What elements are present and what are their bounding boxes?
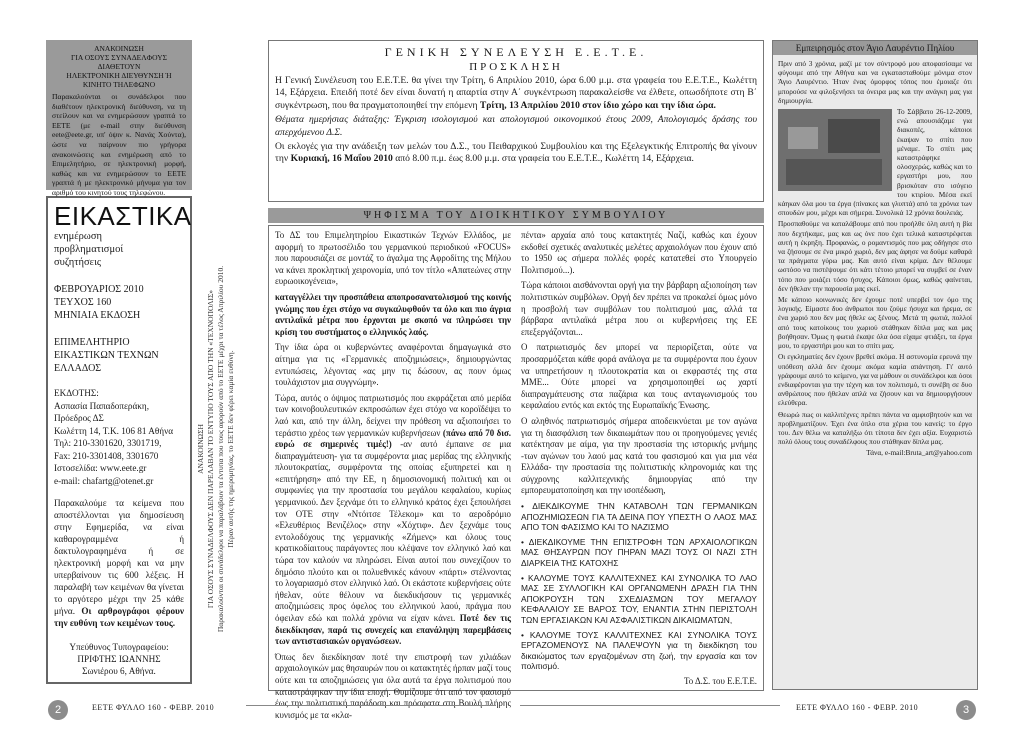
printer-info [54,641,184,677]
right-column [772,40,978,690]
resolution-debt-bold: (πάνω από 70 δισ. ευρώ σε σημερινές τιμές!) [275,427,512,450]
vertical-line: Παρακαλούνται οι συνάδελφοι να παραλάβουν τα έντυπα που τους αφορούν από το ΕΕΤΕ μέχρι τα τέλος Απριλίου 2010. [216,265,225,633]
notice-title-line: ΑΝΑΚΟΙΝΩΣΗ [94,44,144,53]
resolution-paragraph: Ο αληθινός πατριωτισμός σήμερα αποδεικνύεται με τον αγώνα για τη διασφάλιση των δικαιωμάτων που οι προηγούμενες γενιές κατέκτησαν με αίμα, για την προστασία της ιστορικής μνήμης -των αγώνων του λαού μας κατά του φασισμού και για μια νέα Ελλάδα- την προστασία της πολιτιστικής κληρονομιάς και της σύγχρονης καλλιτεχνικής δημιουργίας από την εμπορευματοποίηση και την ισοπέδωση, [521,415,757,496]
testimony-paragraph: Το Σάββατο 26-12-2009, ενώ απουσιάζαμε για διακοπές, κάποιοι έκαψαν το σπίτι που μέναμε. Το σπίτι μας καταστράφηκε ολοσχερώς, καθώς και το εργαστήρι μου, που βρισκόταν στο ισόγειο του κτιρίου. Μέσα εκεί κάηκαν όλα μου τα έργα (πίνακες και γλυπτά) από τα χρόνια των σπουδών μου, μέχρι και σήμερα. Συνολικά 12 χρόνια δουλειάς. [778,107,972,218]
testimony-paragraph: Οι εγκληματίες δεν έχουν βρεθεί ακόμα. Η αστυνομία ερευνά την υπόθεση αλλά δεν έχουμε ακόμα καμία απάντηση. Γι' αυτό γράφουμε αυτό το κείμενο, για να μάθουν οι συνάδελφοι και όσοι ενδιαφέρονται για την τέχνη και τον πολιτισμό, τι συνέβη σε δυο ανθρώπους που ήθελαν απλά να ζήσουν και να δημιουργήσουν ελεύθερα. [778,352,972,408]
resolution-text: -αν αυτό έμπαινε σε μια διαπραγμάτευση- για τα συμφέροντα μιας μερίδας της ελληνικής πλουτοκρατίας, συμφέροντα της οποίας εξυπηρετεί και η «επιτήρηση» από την ΕΕ, η δημοσιονομική πολιτική και οι συμφωνίες για την προστασία του μεγάλου κεφαλαίου, κυρίως γερμανικού. Δεν ξεχνάμε ότι το ελληνικό κράτος έχει ξεπουλήσει τον ΟΤΕ στην «Ντόιτσε Τέλεκομ» και το αεροδρόμιο «Ελευθέριος Βενιζέλος» στην «Χόχτιφ». Δεν ξεχνάμε τους εντολοδόχους της γερμανικής «Ζήμενς» και όλους τους κρατικοδίαιτους παράγοντες που κλέψανε τον ελληνικό λαό και τώρα τον καλούν να πληρώσει. Είναι αυτοί που συνεχίζουν το δημόσιο πλούτο και οι πολυεθνικές κάνουν «πάρτι» στέλνοντας το λογαριασμό στον ελληνικό λαό. Οι εκάστοτε κυβερνήσεις ούτε ήθελαν, ούτε θέλουν να διεκδικήσουν τις γερμανικές αποζημιώσεις προς όφελος του ελληνικού λαού, πράγμα που όφειλαν εδώ και πολλά χρόνια να είχαν κάνει. [275,439,511,623]
resolution-demand: • ΔΙΕΚΔΙΚΟΥΜΕ ΤΗΝ ΚΑΤΑΒΟΛΗ ΤΩΝ ΓΕΡΜΑΝΙΚΩΝ ΑΠΟΖΗΜΙΩΣΕΩΝ ΓΙΑ ΤΑ ΔΕΙΝΑ ΠΟΥ ΥΠΕΣΤΗ Ο ΛΑΟΣ ΜΑΣ ΑΠΟ ΤΟΝ ΦΑΣΙΣΜΟ ΚΑΙ ΤΟ ΝΑΖΙΣΜΟ [521,501,757,533]
resolution-paragraph: Την ίδια ώρα οι κυβερνώντες αναφέρονται δημαγωγικά στο αίτημα για τις «Γερμανικές αποζημιώσεις», δημιουργώντας εντυπώσεις, λέγοντας «ας μην τις δώσουν, ας πουν όμως τουλάχιστον μια συγγνώμη». [275,342,511,388]
email-notice-box [46,40,192,197]
issue-month: ΦΕΒΡΟΥΑΡΙΟΣ 2010 [54,284,144,295]
masthead-tagline [54,230,184,269]
issue-number: ΤΕΥΧΟΣ 160 [54,297,112,308]
assembly-elections [275,141,757,166]
footer-right-text: ΕΕΤΕ ΦΥΛΛΟ 160 - ΦΕΒΡ. 2010 [796,703,919,712]
resolution-title: ΨΗΦΙΣΜΑ ΤΟΥ ΔΙΟΙΚΗΤΙΚΟΥ ΣΥΜΒΟΥΛΙΟΥ [268,208,764,223]
masthead-box [46,196,192,684]
chamber-line: ΕΛΛΑΔΟΣ [54,363,102,374]
resolution-bold-sentence: Ποτέ δεν τις διεκδίκησαν, παρά τις συνεχείς και επανάληψη παρεμβάσεις των αντιστασιακών οργανώσεων. [275,613,511,647]
chamber-line: ΕΙΚΑΣΤΙΚΩΝ ΤΕΧΝΩΝ [54,350,159,361]
notice-body: Παρακαλούνται οι συνάδελφοι που διαθέτουν ηλεκτρονική διεύθυνση, να τη στείλουν και να ενημερώσουν γραπτά το ΕΕΤΕ (με e-mail στην διεύθυνση eete@eete.gr, υπ' όψιν κ. Νανάς Χούντα), ώστε να παίρνουν πιο γρήγορα ανακοινώσεις και ενημέρωση από το Επιμελητήριο, σε ηλεκτρονική μορφή, καθώς και να ενημερώσουν το ΕΕΤΕ γραπτά ή με ηλεκτρονικό μήνυμα για τον αριθμό του κινητού τους τηλεφώνου. [52,92,186,197]
submission-policy [54,497,184,629]
resolution-column-1 [275,230,512,720]
burned-house-photo [778,109,892,191]
publisher-role: Πρόεδρος ΔΣ [54,413,104,423]
resolution-paragraph: πέντα» αρχαία από τους κατακτητές Ναζί, καθώς και έχουν εκδοθεί σχετικές αναλυτικές μελέτες αρχαιολόγων που έχουν από το 1950 ως σήμερα πολλές φορές κατατεθεί στο Υπουργείο Πολιτισμού...). [521,230,757,275]
resolution-signature: Το Δ.Σ. του Ε.Ε.Τ.Ε. [683,675,757,686]
resolution-paragraph [275,393,511,648]
assembly-paragraph [275,75,757,112]
footer-left [46,700,506,718]
notice-title-line: ΓΙΑ ΟΣΟΥΣ ΣΥΝΑΔΕΛΦΟΥΣ ΔΙΑΘΕΤΟΥΝ [71,53,167,71]
assembly-agenda [275,114,757,139]
vertical-notice-text [196,208,258,690]
testimony-title: Εμπειρησμός στον Άγιο Λαυρέντιο Πηλίου [773,41,977,55]
policy-text: Παρακαλούμε τα κείμενα που αποστέλλονται για δημοσίευση στην Εφημερίδα, να είναι καθαρογραμμένα ή δακτυλογραφημένα ή σε ηλεκτρονική μορφή και να μην υπερβαίνουν τις 600 λέξεις. Η παραλαβή των κειμένων θα γίνεται το αργότερο μέχρι την 25 κάθε μήνα. [54,498,184,616]
publisher-fax: Fax: 210-3301408, 3301670 [54,450,159,461]
resolution-demand: • ΚΑΛΟΥΜΕ ΤΟΥΣ ΚΑΛΛΙΤΕΧΝΕΣ ΚΑΙ ΣΥΝΟΛΙΚΑ ΤΟΥΣ ΕΡΓΑΖΟΜΕΝΟΥΣ ΝΑ ΠΑΛΕΨΟΥΝ για τη διεκδίκηση του δικαιώματος των εργαζομένων στη ζωή, την εργασία και τον πολιτισμό. [521,629,757,672]
vertical-line: Πέραν αυτής της ημερομηνίας, το ΕΕΤΕ δεν φέρει καμία ευθύνη. [226,350,235,548]
general-assembly-box [268,40,764,202]
general-assembly-subtitle: ΠΡΟΣΚΛΗΣΗ [469,61,563,73]
testimony-paragraph: Θεωρώ πως οι καλλιτέχνες πρέπει πάντα να αμφισβητούν και να προβληματίζουν. Έχει ένα όπλο στα χέρια του κανείς: το έργο του. Δεν θέλω να καταλήξω ότι τίποτα δεν έχει αξία. Ευχαριστώ πολύ όλους τους συναδέλφους που στάθηκαν δίπλα μας. [778,409,972,447]
tagline-line: προβληματισμοί [54,244,124,255]
masthead-brand: ΕΙΚΑΣΤΙΚΑ [54,201,192,231]
policy-responsibility: Οι αρθρογράφοι φέρουν την ευθύνη των κειμένων τους. [54,606,185,628]
resolution-body [268,225,764,720]
printer-address: Σωνιέρου 6, Αθήνα. [82,666,156,676]
vertical-line: ΑΝΑΚΟΙΝΩΣΗ [196,424,205,474]
footer-left-text: ΕΕΤΕ ΦΥΛΛΟ 160 - ΦΕΒΡ. 2010 [92,703,215,712]
resolution-demand: • ΔΙΕΚΔΙΚΟΥΜΕ ΤΗΝ ΕΠΙΣΤΡΟΦΗ ΤΩΝ ΑΡΧΑΙΟΛΟΓΙΚΩΝ ΜΑΣ ΘΗΣΑΥΡΩΝ ΠΟΥ ΠΗΡΑΝ ΜΑΖΙ ΤΟΥΣ ΟΙ ΝΑΖΙ ΣΤΗ ΔΙΑΡΚΕΙΑ ΤΗΣ ΚΑΤΟΧΗΣ [521,536,757,569]
vertical-line: ΓΙΑ ΟΣΟΥΣ ΣΥΝΑΔΕΛΦΟΥΣ ΔΕΝ ΠΑΡΕΛΑΒΑΝ ΤΟ ΕΝΤΥΠΟ ΤΟΥΣ ΑΠΟ ΤΗΝ «ΤΕΧΝΟΠΟΛΙΣ» [206,289,215,609]
tagline-line: συζητήσεις [54,257,102,268]
resolution-column-2 [521,230,757,686]
printer-name: ΠΡΙΦΤΗΣ ΙΩΑΝΝΗΣ [77,654,161,664]
page-number-right: 3 [956,700,976,720]
publisher-address: Κωλέττη 14, Τ.Κ. 106 81 Αθήνα [54,425,174,436]
resolution-bold-paragraph: καταγγέλλει την προσπάθεια αποπροσανατολισμού της κοινής γνώμης που έχει στόχο να συγκαλυφθούν τα όλο και πιο άγρια αντιλαϊκά μέτρα που έρχονται με σκοπό να πληρώσει την κρίση του συστήματος ο ελληνικός λαός. [275,291,511,337]
publisher-phone: Τηλ: 210-3301620, 3301719, [54,438,162,448]
testimony-paragraph: Προσπαθούμε να καταλάβουμε από που προήλθε όλη αυτή η βία που δεχτήκαμε, μας και ως όνε που έχει τελικά καταστρέφεται αυτή η έκρηξη. Προφανώς, ο ρομαντισμός που μας οδήγησε στο να ζήσουμε σε ένα μικρό χωριό, δεν μας άφησε να δούμε καθαρά τα πράγματα γύρω μας. Και αυτό είναι κρίμα. Δεν θέλουμε ωστόσο να πιστέψουμε ότι κάτι τέτοιο μπορεί να συμβεί σε έναν τόπο που μοιάζει τόσο ήσυχος. Κάποιοι όμως, καθώς φαίνεται, δεν ήθελαν την παρουσία μας εκεί. [778,219,972,293]
chamber-line: ΕΠΙΜΕΛΗΤΗΡΙΟ [54,337,130,348]
footer-right [520,700,980,718]
assembly-date-bold: Τρίτη, 13 Απριλίου 2010 στον ίδιο χώρο και την ίδια ώρα. [479,99,716,111]
publisher-name: Ασπασία Παπαδοπεράκη, [54,400,150,411]
publisher-info [54,387,184,487]
footer-rule [246,705,496,716]
chamber-name [54,336,184,375]
resolution-paragraph: Το ΔΣ του Επιμελητηρίου Εικαστικών Τεχνών Ελλάδος, με αφορμή το πρωτοσέλιδο του γερμανικού περιοδικού «FOCUS» που παρουσιάζει σε μοντάζ το άγαλμα της Αφροδίτης της Μήλου να κάνει προκλητική χειρονομία, υπό τον τίτλο «Απατεώνες στην ευρωοικογένεια», [275,230,511,287]
center-column [268,40,764,720]
printer-label: Υπεύθυνος Τυπογραφείου: [69,642,169,652]
publisher-label: ΕΚΔΟΤΗΣ: [54,388,99,398]
general-assembly-body [275,75,757,166]
resolution-paragraph: Ο πατριωτισμός δεν μπορεί να περιορίζεται, ούτε να προσαρμόζεται κάθε φορά ανάλογα με τα συμφέροντα που έχουν να υπηρετήσουν η πλουτοκρατία και οι εκφραστές της στα ΜΜΕ... Ούτε μπορεί να χρησιμοποιηθεί ως χαρτί διαπραγμάτευσης στα παζάρια και τους ανταγωνισμούς του κεφαλαίου εντός και εκτός της Ευρωπαϊκής Ένωσης. [521,342,757,411]
page-number-left: 2 [48,700,68,720]
testimony-paragraph: Πριν από 3 χρόνια, μαζί με τον σύντροφό μου αποφασίσαμε να φύγουμε από την Αθήνα και να εγκατασταθούμε μόνιμα στον Άγιο Λαυρέντιο. Ήταν ένας όμορφος τόπος που έμοιαζε ότι μπορούσε να φιλοξενήσει τα όνειρα μας και την ανάγκη μας για δημιουργία. [778,59,972,105]
issue-type: ΜΗΝΙΑΙΑ ΕΚΔΟΣΗ [54,310,141,321]
resolution-text: Τώρα, αυτός ο όψιμος πατριωτισμός που εκφράζεται από μερίδα των κοινοβουλευτικών εκπροσώπων έχει στόχο να κοροϊδέψει το λαό και, από την άλλη, δείχνει την πρόθεση να αξιοποιήσει το τεράστιο χρέος των γερμανικών κυβερνήσεων [275,392,511,438]
tagline-line: ενημέρωση [54,231,102,242]
general-assembly-title: ΓΕΝΙΚΗ ΣΥΝΕΛΕΥΣΗ Ε.Ε.Τ.Ε. [384,45,648,59]
testimony-paragraph: Με κάποιο κοινωνικές δεν έχουμε ποτέ υπερβεί τον όμο της λογικής. Είμαστε δυο άνθρωποι που ζούμε ήσυχα και ήρεμα, σε ένα χωριό που δεν μας ήθελε ως ξένους. Μετά τη φωτιά, πολλοί από τους κατοίκους του χωριού στάθηκαν δίπλα μας και μας βοήθησαν. Όμως η φωτιά έκαψε όλα όσα είχαμε φτιάξει, τα έργα μου, το εργαστήρι μου και το σπίτι μας. [778,295,972,351]
assembly-text: Η Γενική Συνέλευση του Ε.Ε.Τ.Ε. θα γίνει την Τρίτη, 6 Απριλίου 2010, ώρα 6.00 μ.μ. στα γραφεία του Ε.Ε.Τ.Ε., Κωλέττη 14, Εξάρχεια. Επειδή ποτέ δεν είναι δυνατή η απαρτία στην Α΄ συγκέντρωση παρακαλείσθε να έλθετε, οπωσδήποτε στη Β΄ συγκέντρωση, που θα πραγματοποιηθεί την επόμενη [275,75,757,111]
resolution-demand: • ΚΑΛΟΥΜΕ ΤΟΥΣ ΚΑΛΛΙΤΕΧΝΕΣ ΚΑΙ ΣΥΝΟΛΙΚΑ ΤΟ ΛΑΟ ΜΑΣ ΣΕ ΣΥΛΛΟΓΙΚΗ ΚΑΙ ΟΡΓΑΝΩΜΕΝΗ ΔΡΑΣΗ ΓΙΑ ΤΗΝ ΑΠΟΚΡΟΥΣΗ ΤΩΝ ΣΧΕΔΙΑΣΜΩΝ ΤΟΥ ΜΕΓΑΛΟΥ ΚΕΦΑΛΑΙΟΥ ΣΕ ΒΑΡΟΣ ΤΟΥ, ΕΝΑΝΤΙΑ ΣΤΗΝ ΠΕΡΙΣΤΟΛΗ ΤΩΝ ΕΡΓΑΣΙΑΚΩΝ ΚΑΙ ΑΣΦΑΛΙΣΤΙΚΩΝ ΔΙΚΑΙΩΜΑΤΩΝ, [521,572,757,625]
notice-title [52,44,186,89]
notice-title-line: ΗΛΕΚΤΡΟΝΙΚΗ ΔΙΕΥΘΥΝΣΗ Ή ΚΙΝΗΤΟ ΤΗΛΕΦΩΝΟ [66,71,172,89]
elections-text-end: από 8.00 π.μ. έως 8.00 μ.μ. στα γραφεία του Ε.Ε.Τ.Ε., Κωλέττη 14, Εξάρχεια. [395,153,694,165]
elections-date: Κυριακή, 16 Μαΐου 2010 [290,153,393,165]
publisher-website[interactable]: Ιστοσελίδα: www.eete.gr [54,463,147,473]
agenda-text: Θέματα ημερήσιας διάταξης: Έγκριση ισολογισμού και απολογισμού οικονομικού έτους 2009, Απολογισμός δράσης του απερχόμενου Δ.Σ. [275,114,757,138]
publisher-email[interactable]: e-mail: chafartg@otenet.gr [54,475,154,486]
resolution-paragraph: Τώρα κάποιοι αισθάνονται οργή για την βάρβαρη αξιοποίηση των πολιτιστικών συμβόλων. Οργή δεν πρέπει να προκαλεί όμως μόνο η προσβολή των συμβόλων του πολιτισμού μας, αλλά τα βάρβαρα αντιλαϊκά μέτρα που οι κυβερνήσεις της ΕΕ επεξεργάζονται... [521,280,757,337]
resolution-paragraph: Όπως δεν διεκδίκησαν ποτέ την επιστροφή των χιλιάδων αρχαιολογικών μας θησαυρών που οι κατακτητές ήρπαν μαζί τους ούτε και τα αποζημιώσεις για όλα αυτά τα έργα πολιτισμού που καταστράφηκαν την ίδια εποχή. Θυμίζουμε ότι από τον φασισμό έως την πολιτιστική παράδοση και πρόσφατα στη Βουλή πλήρης κυνισμός με τα «κλα- [275,651,511,720]
vertical-notice [196,208,258,690]
testimony-body [773,55,977,462]
footer-rule [520,705,780,716]
elections-text: Οι εκλογές για την ανάδειξη των μελών του Δ.Σ., του Πειθαρχικού Συμβουλίου και της Εξελεγκτικής Επιτροπής θα γίνουν την [275,141,757,165]
left-column [46,40,192,690]
testimony-signature: Τάνα, e-mail:Bruta_art@yahoo.com [866,448,972,458]
issue-info [54,283,184,322]
